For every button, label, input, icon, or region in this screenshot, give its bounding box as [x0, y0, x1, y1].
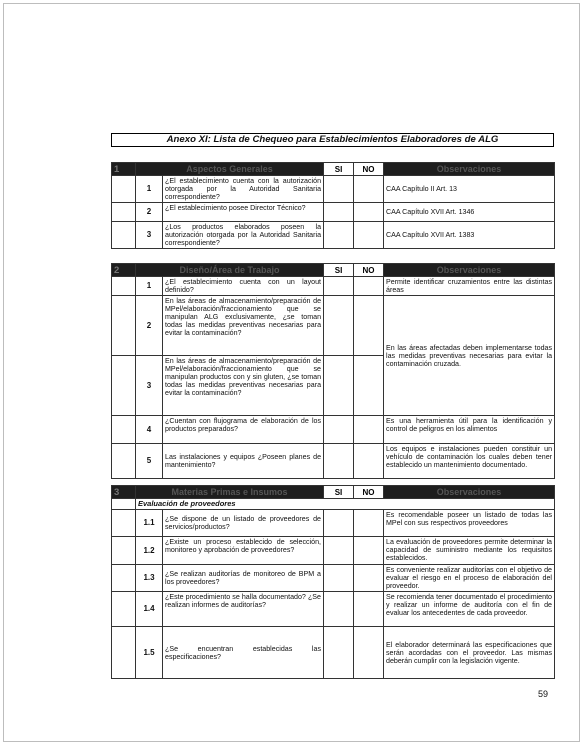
- row-code: 1.5: [136, 627, 163, 679]
- merged-observation: En las áreas afectadas deben implementarse todas las medidas preventivas necesarias para evitar la contaminación cruzada.: [384, 296, 555, 416]
- row-question: ¿Este procedimiento se halla documentado? ¿Se realizan informes de auditorías?: [163, 592, 324, 627]
- row-question: ¿Cuentan con flujograma de elaboración de los productos preparados?: [163, 416, 324, 444]
- row-question: ¿Existe un proceso establecido de selección, monitoreo y aprobación de proveedores?: [163, 537, 324, 565]
- si-cell: [324, 296, 354, 356]
- observaciones-header: Observaciones: [384, 163, 555, 176]
- no-cell: [354, 416, 384, 444]
- table-row: [112, 277, 555, 296]
- row-question: ¿El establecimiento cuenta con la autorización otorgada por la Autoridad Sanitaria correspondiente?: [163, 176, 324, 203]
- si-cell: [324, 277, 354, 296]
- section-header: [112, 163, 555, 176]
- section-2-table: [111, 263, 555, 479]
- row-question: En las áreas de almacenamiento/preparación de MPel/elaboración/fraccionamiento que se manipulan productos con y sin gluten, ¿se toman todas las medidas preventivas necesarias para evitar la contaminación?: [163, 356, 324, 416]
- no-cell: [354, 537, 384, 565]
- row-observation: CAA Capítulo XVII Art. 1346: [384, 203, 555, 222]
- row-question: Las instalaciones y equipos ¿Poseen planes de mantenimiento?: [163, 444, 324, 479]
- no-cell: [354, 277, 384, 296]
- si-cell: [324, 627, 354, 679]
- row-observation: La evaluación de proveedores permite determinar la capacidad de suministro mediante los requisitos establecidos.: [384, 537, 555, 565]
- si-cell: [324, 537, 354, 565]
- section-header: [112, 264, 555, 277]
- table-row: [112, 510, 555, 537]
- section-3-table: [111, 485, 555, 679]
- row-code: 2: [136, 203, 163, 222]
- page-number: 59: [538, 689, 549, 699]
- no-header: NO: [354, 486, 384, 499]
- si-cell: [324, 203, 354, 222]
- si-cell: [324, 416, 354, 444]
- section-number: 3: [112, 486, 136, 499]
- table-row: [112, 627, 555, 679]
- row-question: En las áreas de almacenamiento/preparación de MPel/elaboración/fraccionamiento que se manipulan ALG exclusivamente, ¿se toman todas las medidas preventivas necesarias para evitar la contaminación?: [163, 296, 324, 356]
- row-observation: El elaborador determinará las especificaciones que serán acordadas con el proveedor. Las mismas deberán cumplir con la legislación vigente.: [384, 627, 555, 679]
- si-header: SI: [324, 486, 354, 499]
- row-code: 1: [136, 277, 163, 296]
- table-row: [112, 565, 555, 592]
- row-question: ¿El establecimiento cuenta con un layout definido?: [163, 277, 324, 296]
- table-row: [112, 592, 555, 627]
- row-code: 3: [136, 222, 163, 249]
- section-header: [112, 486, 555, 499]
- no-cell: [354, 510, 384, 537]
- row-observation: Los equipos e instalaciones pueden constituir un vehículo de contaminación los cuales deben tener establecido un mantenimiento documentado.: [384, 444, 555, 479]
- row-question: ¿Los productos elaborados poseen la autorización otorgada por la Autoridad Sanitaria correspondiente?: [163, 222, 324, 249]
- row-code: 1.1: [136, 510, 163, 537]
- si-header: SI: [324, 163, 354, 176]
- row-observation: Permite identificar cruzamientos entre las distintas áreas: [384, 277, 555, 296]
- si-cell: [324, 356, 354, 416]
- table-row: [112, 222, 555, 249]
- no-cell: [354, 296, 384, 356]
- si-cell: [324, 222, 354, 249]
- row-observation: Se recomienda tener documentado el procedimiento y realizar un informe de auditoría con el fin de evaluar los antecedentes de cada proveedor.: [384, 592, 555, 627]
- document-title: Anexo XI: Lista de Chequeo para Establecimientos Elaboradores de ALG: [111, 133, 554, 147]
- table-row: [112, 416, 555, 444]
- row-question: ¿El establecimiento posee Director Técnico?: [163, 203, 324, 222]
- table-row: [112, 537, 555, 565]
- no-cell: [354, 203, 384, 222]
- no-header: NO: [354, 264, 384, 277]
- row-observation: Es conveniente realizar auditorías con el objetivo de evaluar el riesgo en el proceso de elaboración del proveedor.: [384, 565, 555, 592]
- si-cell: [324, 592, 354, 627]
- subsection-title: Evaluación de proveedores: [136, 499, 555, 510]
- row-code: 2: [136, 296, 163, 356]
- row-code: 5: [136, 444, 163, 479]
- observaciones-header: Observaciones: [384, 486, 555, 499]
- no-cell: [354, 627, 384, 679]
- row-code: 4: [136, 416, 163, 444]
- no-header: NO: [354, 163, 384, 176]
- section-number: 1: [112, 163, 136, 176]
- table-row: [112, 296, 555, 356]
- section-title: Aspectos Generales: [136, 163, 324, 176]
- row-code: 1.2: [136, 537, 163, 565]
- section-number: 2: [112, 264, 136, 277]
- table-row: [112, 444, 555, 479]
- row-observation: Es recomendable poseer un listado de todas las MPel con sus respectivos proveedores: [384, 510, 555, 537]
- row-observation: Es una herramienta útil para la identificación y control de peligros en los alimentos: [384, 416, 555, 444]
- row-observation: CAA Capítulo II Art. 13: [384, 176, 555, 203]
- section-title: Diseño/Área de Trabajo: [136, 264, 324, 277]
- si-cell: [324, 565, 354, 592]
- row-observation: CAA Capítulo XVII Art. 1383: [384, 222, 555, 249]
- si-header: SI: [324, 264, 354, 277]
- observaciones-header: Observaciones: [384, 264, 555, 277]
- no-cell: [354, 222, 384, 249]
- si-cell: [324, 176, 354, 203]
- si-cell: [324, 510, 354, 537]
- row-code: 1.4: [136, 592, 163, 627]
- no-cell: [354, 444, 384, 479]
- row-question: ¿Se realizan auditorías de monitoreo de BPM a los proveedores?: [163, 565, 324, 592]
- row-question: ¿Se dispone de un listado de proveedores de servicios/productos?: [163, 510, 324, 537]
- si-cell: [324, 444, 354, 479]
- row-code: 3: [136, 356, 163, 416]
- no-cell: [354, 356, 384, 416]
- table-row: [112, 203, 555, 222]
- row-code: 1.3: [136, 565, 163, 592]
- row-code: 1: [136, 176, 163, 203]
- no-cell: [354, 592, 384, 627]
- section-title: Materias Primas e Insumos: [136, 486, 324, 499]
- table-row: [112, 176, 555, 203]
- section-1-table: [111, 162, 555, 249]
- no-cell: [354, 565, 384, 592]
- subsection-row: [112, 499, 555, 510]
- no-cell: [354, 176, 384, 203]
- row-question: ¿Se encuentran establecidas las especificaciones?: [163, 627, 324, 679]
